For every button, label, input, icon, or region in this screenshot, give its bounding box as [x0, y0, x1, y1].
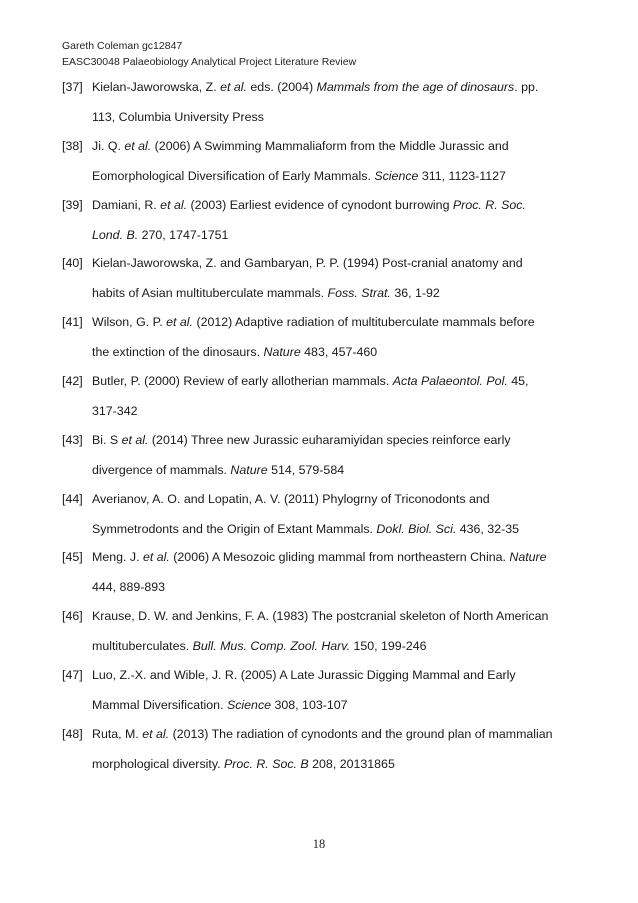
reference-italic-text: et al. [124, 138, 152, 153]
reference-text: (2003) Earliest evidence of cynodont burrowing [187, 197, 453, 212]
reference-line1 [92, 139, 509, 153]
reference-italic-text: et al. [142, 550, 170, 565]
reference-text: (2014) Three new Jurassic euharamiyidan species reinforce early [148, 432, 511, 447]
reference-text: 270, 1747-1751 [138, 227, 229, 242]
header-course: EASC30048 Palaeobiology Analytical Project Literature Review [62, 55, 357, 68]
reference-number: [41] [62, 315, 83, 330]
reference-line2 [92, 639, 427, 653]
reference-text: the extinction of the dinosaurs. [92, 345, 264, 360]
reference-entry [62, 433, 577, 492]
reference-entry [62, 492, 577, 551]
reference-list [62, 80, 577, 786]
reference-text: (2006) A Mesozoic gliding mammal from northeastern China. [169, 550, 510, 565]
reference-text: 150, 199-246 [350, 639, 427, 654]
reference-entry [62, 80, 577, 139]
reference-italic-text: Science [226, 697, 272, 712]
reference-number: [44] [62, 491, 83, 506]
reference-line1 [92, 374, 528, 388]
reference-line1 [92, 315, 535, 329]
reference-entry [62, 550, 577, 609]
reference-number: [42] [62, 373, 83, 388]
reference-italic-text: Nature [263, 345, 301, 360]
reference-line1 [92, 668, 516, 682]
reference-italic-text: Acta Palaeontol. Pol. [392, 373, 508, 388]
reference-line2 [92, 757, 395, 771]
reference-text: eds. (2004) [246, 80, 317, 94]
reference-text: (2012) Adaptive radiation of multituberculate mammals before [193, 315, 535, 330]
reference-italic-text: Mammals from the age of dinosaurs [316, 80, 515, 94]
reference-line2 [92, 110, 264, 124]
reference-text: morphological diversity. [92, 756, 224, 771]
reference-line1 [92, 198, 526, 212]
reference-line1 [92, 256, 523, 270]
reference-line1 [92, 550, 547, 564]
reference-italic-text: et al. [220, 80, 247, 94]
reference-italic-text: Foss. Strat. [327, 286, 391, 301]
reference-text: Ji. Q. [92, 138, 125, 153]
reference-text: Symmetrodonts and the Origin of Extant Mammals. [92, 521, 377, 536]
reference-text: Damiani, R. [92, 197, 161, 212]
reference-entry [62, 374, 577, 433]
reference-text: 317-342 [92, 403, 138, 418]
reference-line2 [92, 404, 137, 418]
reference-text: 45, [507, 373, 529, 388]
reference-text: divergence of mammals. [92, 462, 231, 477]
reference-italic-text: Nature [509, 550, 547, 565]
reference-text: Mammal Diversification. [92, 697, 227, 712]
reference-line2 [92, 286, 440, 300]
reference-text: 436, 32-35 [456, 521, 519, 536]
reference-text: 444, 889-893 [92, 580, 166, 595]
reference-text: Kielan-Jaworowska, Z. [92, 80, 221, 94]
reference-text: Bi. S [92, 432, 122, 447]
reference-text: 311, 1123-1127 [418, 168, 506, 183]
reference-italic-text: Proc. R. Soc. B [224, 756, 309, 771]
reference-text: Kielan-Jaworowska, Z. and Gambaryan, P. P. (1994) Post-cranial anatomy and [92, 256, 523, 271]
reference-entry [62, 256, 577, 315]
reference-number: [38] [62, 138, 83, 153]
reference-line2 [92, 169, 506, 183]
reference-entry [62, 198, 577, 257]
reference-number: [43] [62, 432, 83, 447]
header-author: Gareth Coleman gc12847 [62, 40, 183, 52]
reference-text: 208, 20131865 [308, 756, 395, 771]
reference-italic-text: et al. [160, 197, 188, 212]
reference-text: Wilson, G. P. [92, 315, 167, 330]
reference-entry [62, 609, 577, 668]
reference-entry [62, 315, 577, 374]
reference-italic-text: et al. [166, 315, 194, 330]
reference-line2 [92, 522, 519, 536]
reference-entry [62, 139, 577, 198]
reference-text: . pp. [514, 80, 539, 94]
reference-entry [62, 727, 577, 786]
reference-text: (2006) A Swimming Mammaliaform from the Middle Jurassic and [151, 138, 509, 153]
reference-text: multituberculates. [92, 639, 193, 654]
reference-italic-text: Nature [230, 462, 268, 477]
reference-italic-text: Science [374, 168, 419, 183]
reference-line1 [92, 80, 538, 94]
reference-text: Krause, D. W. and Jenkins, F. A. (1983) The postcranial skeleton of North American [92, 609, 549, 624]
reference-text: Butler, P. (2000) Review of early allotherian mammals. [92, 373, 393, 388]
reference-text: Eomorphological Diversification of Early Mammals. [92, 168, 375, 183]
reference-line1 [92, 727, 553, 741]
reference-number: [45] [62, 550, 83, 565]
reference-number: [37] [62, 80, 83, 94]
reference-text: 483, 457-460 [300, 345, 378, 360]
reference-italic-text: Proc. R. Soc. [452, 197, 526, 212]
reference-line1 [92, 492, 490, 506]
reference-line2 [92, 345, 377, 359]
reference-line2 [92, 463, 344, 477]
reference-number: [40] [62, 256, 83, 271]
reference-entry [62, 668, 577, 727]
reference-line1 [92, 609, 548, 623]
reference-line2 [92, 698, 348, 712]
reference-text: 113, Columbia University Press [92, 110, 264, 124]
reference-text: habits of Asian multituberculate mammals. [92, 286, 328, 301]
reference-italic-text: Dokl. Biol. Sci. [376, 521, 457, 536]
reference-italic-text: Bull. Mus. Comp. Zool. Harv. [192, 639, 351, 654]
reference-number: [39] [62, 197, 83, 212]
reference-text: Averianov, A. O. and Lopatin, A. V. (2011) Phylogrny of Triconodonts and [92, 491, 490, 506]
reference-text: Luo, Z.-X. and Wible, J. R. (2005) A Late Jurassic Digging Mammal and Early [92, 667, 516, 682]
reference-number: [46] [62, 609, 83, 624]
page-number: 18 [312, 837, 326, 851]
reference-text: Ruta, M. [92, 726, 143, 741]
reference-text: (2013) The radiation of cynodonts and the ground plan of mammalian [169, 726, 553, 741]
reference-text: 308, 103-107 [271, 697, 348, 712]
reference-text: Meng. J. [92, 550, 143, 565]
reference-number: [47] [62, 667, 83, 682]
reference-line2 [92, 228, 228, 242]
reference-text: 36, 1-92 [390, 286, 440, 301]
page-header [62, 39, 356, 70]
reference-line2 [92, 580, 165, 594]
reference-italic-text: et al. [142, 726, 170, 741]
reference-italic-text: Lond. B. [92, 227, 139, 242]
reference-number: [48] [62, 726, 83, 741]
reference-italic-text: et al. [121, 432, 149, 447]
reference-text: 514, 579-584 [267, 462, 345, 477]
reference-line1 [92, 433, 511, 447]
